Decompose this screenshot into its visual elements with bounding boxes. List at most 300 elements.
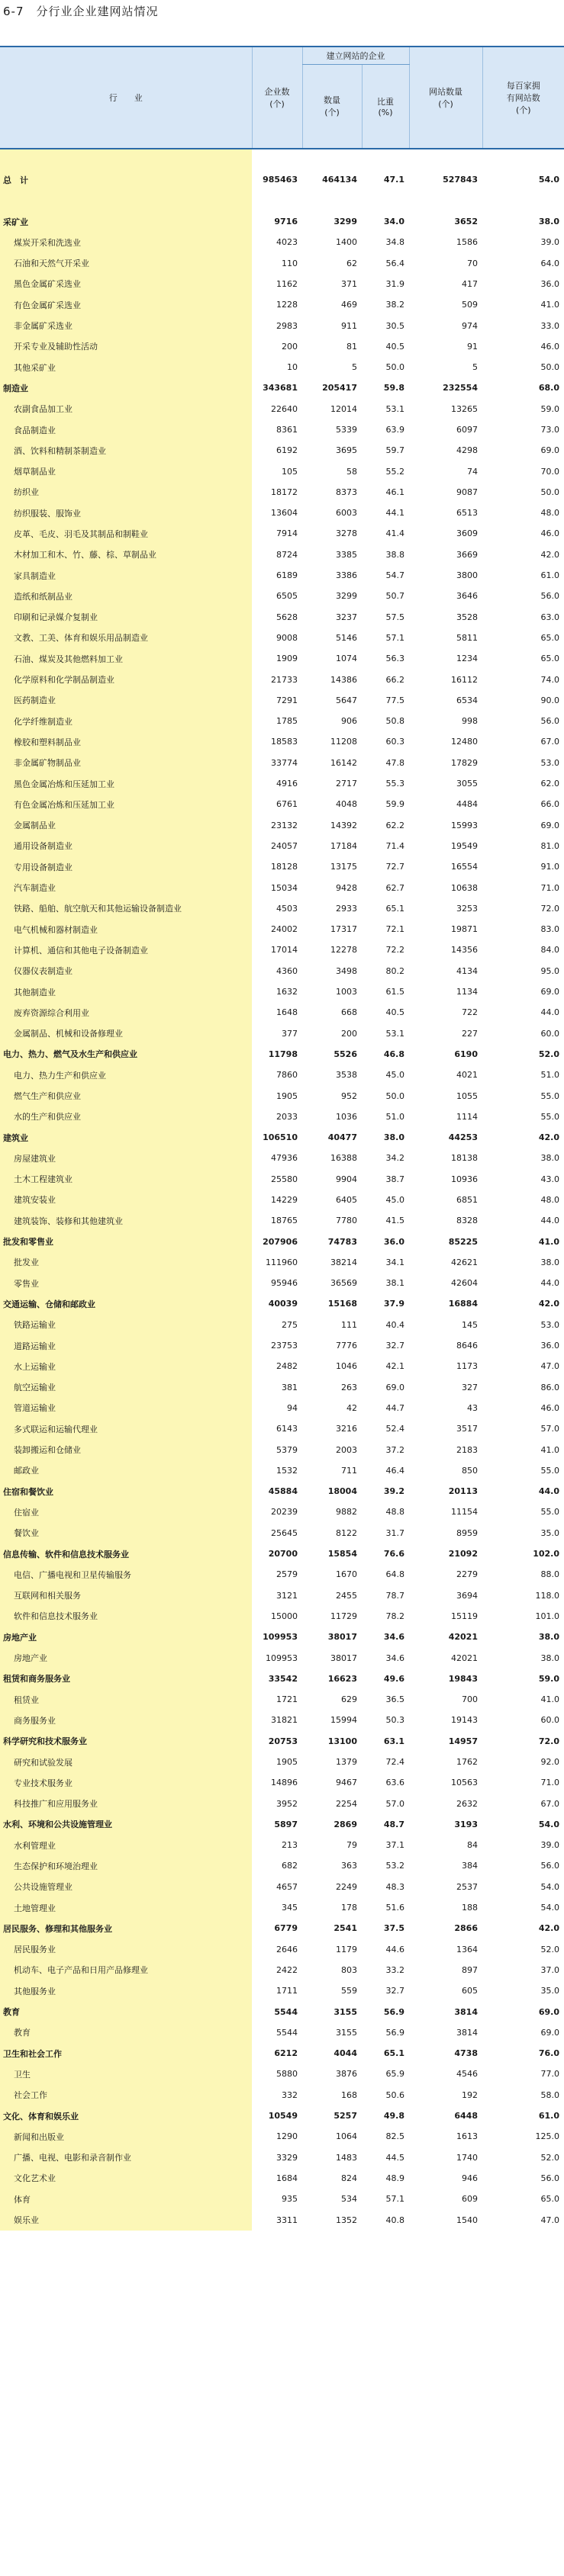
cell-with-website-share: 63.9: [385, 425, 404, 435]
cell-per-hundred: 38.0: [538, 1632, 559, 1643]
cell-websites: 6513: [456, 508, 478, 519]
cell-per-hundred: 46.0: [540, 528, 559, 539]
cell-websites: 15993: [451, 820, 478, 830]
cell-websites: 1364: [456, 1944, 478, 1954]
cell-with-website-share: 63.1: [383, 1736, 404, 1746]
cell-enterprises: 23132: [271, 820, 298, 830]
cell-websites: 192: [462, 2089, 478, 2100]
cell-enterprises: 1909: [276, 654, 298, 664]
cell-websites: 6097: [456, 425, 478, 435]
table-row: [0, 544, 564, 565]
cell-websites: 1586: [456, 237, 478, 248]
row-industry-label: 新闻和出版业: [0, 2126, 252, 2147]
cell-per-hundred: 39.0: [540, 1840, 559, 1851]
row-industry-label: 废弃资源综合利用业: [0, 1002, 252, 1023]
cell-with-website-share: 34.2: [385, 1153, 404, 1164]
cell-with-website-count: 17184: [330, 840, 357, 851]
cell-enterprises: 4657: [276, 1881, 298, 1892]
table-row: [0, 836, 564, 856]
cell-per-hundred: 57.0: [540, 1424, 559, 1434]
cell-with-website-share: 63.6: [385, 1778, 404, 1788]
cell-websites: 10563: [451, 1778, 478, 1788]
cell-websites: 14356: [451, 945, 478, 956]
table-row-section: [0, 1127, 564, 1148]
cell-enterprises: 6505: [276, 591, 298, 602]
cell-with-website-share: 50.6: [385, 2089, 404, 2100]
cell-websites: 21092: [448, 1549, 478, 1559]
cell-enterprises: 14896: [271, 1778, 298, 1788]
cell-with-website-count: 74783: [327, 1236, 357, 1247]
cell-websites: 188: [462, 1903, 478, 1913]
cell-websites: 4021: [456, 1070, 478, 1081]
cell-with-website-share: 50.7: [385, 591, 404, 602]
cell-per-hundred: 38.0: [540, 1257, 559, 1267]
cell-per-hundred: 101.0: [535, 1611, 559, 1621]
cell-with-website-count: 6003: [336, 508, 357, 519]
cell-per-hundred: 43.0: [540, 1174, 559, 1184]
row-industry-label: 仪器仪表制造业: [0, 961, 252, 981]
table-row: [0, 1980, 564, 2001]
cell-with-website-share: 32.7: [385, 1341, 404, 1351]
cell-with-website-share: 45.0: [385, 1194, 404, 1205]
cell-websites: 16884: [448, 1299, 478, 1309]
cell-with-website-count: 1400: [336, 237, 357, 248]
cell-websites: 722: [462, 1007, 478, 1018]
cell-per-hundred: 59.0: [538, 1673, 559, 1684]
cell-per-hundred: 38.0: [540, 1153, 559, 1164]
cell-per-hundred: 50.0: [540, 362, 559, 373]
cell-enterprises: 8724: [276, 549, 298, 560]
cell-with-website-share: 76.6: [383, 1549, 404, 1559]
cell-enterprises: 1711: [276, 1986, 298, 1996]
cell-enterprises: 22640: [271, 403, 298, 414]
table-row: [0, 919, 564, 940]
row-industry-label: 其他服务业: [0, 1980, 252, 2001]
row-industry-label: 卫生和社会工作: [0, 2043, 252, 2064]
cell-per-hundred: 74.0: [540, 674, 559, 685]
row-industry-label: 房屋建筑业: [0, 1148, 252, 1168]
cell-with-website-count: 711: [341, 1465, 357, 1476]
table-row: [0, 1398, 564, 1418]
table-row: [0, 1107, 564, 1127]
cell-per-hundred: 65.0: [540, 654, 559, 664]
cell-with-website-count: 3876: [336, 2069, 357, 2080]
cell-per-hundred: 56.0: [540, 591, 559, 602]
table-row: [0, 1855, 564, 1876]
cell-websites: 417: [462, 278, 478, 289]
row-industry-label: 电力、热力生产和供应业: [0, 1065, 252, 1085]
table-row: [0, 503, 564, 523]
row-industry-label: 装卸搬运和仓储业: [0, 1439, 252, 1460]
table-row: [0, 981, 564, 1002]
cell-with-website-count: 3237: [336, 612, 357, 622]
row-industry-label: 房地产业: [0, 1647, 252, 1668]
cell-websites: 605: [462, 1986, 478, 1996]
row-industry-label: 电信、广播电视和卫星传输服务: [0, 1564, 252, 1585]
cell-websites: 527843: [443, 175, 478, 185]
row-industry-label: 木材加工和木、竹、藤、棕、草制品业: [0, 544, 252, 565]
cell-with-website-count: 911: [341, 320, 357, 331]
row-industry-label: 石油、煤炭及其他燃料加工业: [0, 648, 252, 669]
cell-per-hundred: 35.0: [540, 1986, 559, 1996]
cell-per-hundred: 55.0: [540, 1111, 559, 1122]
table-row: [0, 1772, 564, 1793]
table-row: [0, 1315, 564, 1335]
cell-websites: 946: [462, 2173, 478, 2183]
cell-websites: 13265: [451, 403, 478, 414]
row-industry-label: 金属制品业: [0, 815, 252, 836]
cell-with-website-share: 51.0: [385, 1111, 404, 1122]
cell-websites: 3814: [454, 2006, 478, 2017]
cell-enterprises: 2646: [276, 1944, 298, 1954]
cell-with-website-count: 3299: [334, 217, 357, 227]
cell-websites: 10936: [451, 1174, 478, 1184]
cell-per-hundred: 54.0: [540, 1881, 559, 1892]
cell-websites: 4546: [456, 2069, 478, 2080]
cell-websites: 4298: [456, 445, 478, 456]
cell-with-website-count: 534: [341, 2194, 357, 2205]
cell-per-hundred: 70.0: [540, 466, 559, 477]
row-industry-label: 采矿业: [0, 211, 252, 232]
table-row-section: [0, 1627, 564, 1647]
cell-enterprises: 213: [282, 1840, 298, 1851]
cell-with-website-count: 2869: [334, 1819, 357, 1829]
table-row: [0, 1939, 564, 1960]
cell-enterprises: 18583: [271, 737, 298, 747]
row-industry-label: 食品制造业: [0, 419, 252, 440]
row-industry-label: 金属制品、机械和设备修理业: [0, 1023, 252, 1043]
cell-per-hundred: 84.0: [540, 945, 559, 956]
cell-enterprises: 14229: [271, 1194, 298, 1205]
cell-per-hundred: 71.0: [540, 882, 559, 893]
cell-with-website-count: 1036: [336, 1111, 357, 1122]
cell-enterprises: 2579: [276, 1569, 298, 1580]
cell-websites: 16112: [451, 674, 478, 685]
cell-with-website-count: 1379: [336, 1757, 357, 1767]
cell-per-hundred: 54.0: [538, 1819, 559, 1829]
table-row-section: [0, 1669, 564, 1689]
table-row: [0, 961, 564, 981]
cell-per-hundred: 54.0: [538, 175, 559, 185]
row-industry-label: 社会工作: [0, 2085, 252, 2105]
row-industry-label: 住宿和餐饮业: [0, 1481, 252, 1502]
cell-with-website-count: 38017: [327, 1632, 357, 1643]
cell-websites: 3517: [456, 1424, 478, 1434]
cell-websites: 3652: [454, 217, 478, 227]
cell-with-website-share: 48.3: [385, 1881, 404, 1892]
table-row: [0, 252, 564, 273]
row-industry-label: 石油和天然气开采业: [0, 252, 252, 273]
cell-with-website-count: 7776: [336, 1341, 357, 1351]
cell-enterprises: 7291: [276, 695, 298, 705]
cell-websites: 4484: [456, 799, 478, 810]
cell-per-hundred: 36.0: [540, 278, 559, 289]
cell-with-website-count: 263: [341, 1382, 357, 1392]
cell-websites: 2537: [456, 1881, 478, 1892]
row-industry-label: 开采专业及辅助性活动: [0, 336, 252, 357]
table-row: [0, 1752, 564, 1772]
page-title: 6-7 分行业企业建网站情况: [3, 5, 159, 18]
table-row-section: [0, 2105, 564, 2126]
cell-per-hundred: 65.0: [540, 2194, 559, 2205]
cell-websites: 1055: [456, 1090, 478, 1101]
cell-enterprises: 25645: [271, 1527, 298, 1538]
cell-per-hundred: 63.0: [540, 612, 559, 622]
cell-with-website-share: 46.4: [385, 1465, 404, 1476]
cell-with-website-count: 11729: [330, 1611, 357, 1621]
cell-with-website-count: 42: [346, 1402, 357, 1413]
cell-websites: 227: [462, 1028, 478, 1039]
cell-per-hundred: 67.0: [540, 1798, 559, 1809]
table-row: [0, 1585, 564, 1605]
table-row-section: [0, 2043, 564, 2064]
cell-with-website-share: 47.8: [385, 757, 404, 768]
cell-with-website-share: 54.7: [385, 570, 404, 581]
cell-with-website-share: 38.0: [383, 1132, 404, 1143]
row-industry-label: 纺织服装、服饰业: [0, 503, 252, 523]
row-industry-label: 卫生: [0, 2064, 252, 2084]
cell-enterprises: 40039: [268, 1299, 298, 1309]
row-industry-label: 土地管理业: [0, 1897, 252, 1918]
row-industry-label: 互联网和相关服务: [0, 1585, 252, 1605]
header-industry: 行 业: [0, 47, 252, 149]
cell-with-website-count: 5: [352, 362, 357, 373]
cell-websites: 6190: [454, 1049, 478, 1059]
cell-enterprises: 110: [282, 258, 298, 268]
table-row-section: [0, 1231, 564, 1251]
cell-with-website-count: 363: [341, 1861, 357, 1871]
cell-enterprises: 9008: [276, 632, 298, 643]
row-industry-label: 教育: [0, 2022, 252, 2043]
cell-with-website-count: 906: [341, 716, 357, 727]
cell-with-website-share: 60.3: [385, 737, 404, 747]
table-row: [0, 482, 564, 503]
row-industry-label: 皮革、毛皮、羽毛及其制品和制鞋业: [0, 523, 252, 544]
cell-with-website-count: 58: [346, 466, 357, 477]
row-industry-label: 土木工程建筑业: [0, 1169, 252, 1190]
cell-with-website-share: 77.5: [385, 695, 404, 705]
table-row: [0, 1356, 564, 1376]
cell-websites: 84: [467, 1840, 478, 1851]
row-industry-label: 有色金属冶炼和压延加工业: [0, 794, 252, 814]
cell-with-website-count: 17317: [330, 924, 357, 935]
cell-enterprises: 1162: [276, 278, 298, 289]
cell-websites: 3646: [456, 591, 478, 602]
cell-websites: 12480: [451, 737, 478, 747]
cell-per-hundred: 118.0: [535, 1590, 559, 1601]
cell-with-website-share: 72.7: [385, 862, 404, 872]
cell-per-hundred: 69.0: [538, 2006, 559, 2017]
cell-enterprises: 20239: [271, 1507, 298, 1518]
cell-with-website-count: 9428: [336, 882, 357, 893]
cell-with-website-share: 41.5: [385, 1216, 404, 1226]
cell-with-website-count: 3216: [336, 1424, 357, 1434]
row-industry-label: 医药制造业: [0, 690, 252, 711]
table-row-section: [0, 1543, 564, 1564]
row-industry-label: 电气机械和器材制造业: [0, 919, 252, 940]
industry-website-table: [0, 47, 564, 2231]
table-row: [0, 1710, 564, 1730]
cell-with-website-count: 8373: [336, 487, 357, 497]
cell-with-website-share: 62.7: [385, 882, 404, 893]
cell-enterprises: 33542: [268, 1673, 298, 1684]
cell-enterprises: 106510: [263, 1132, 298, 1143]
cell-enterprises: 6189: [276, 570, 298, 581]
cell-with-website-count: 2541: [334, 1923, 357, 1934]
table-row: [0, 1689, 564, 1710]
cell-per-hundred: 76.0: [538, 2048, 559, 2059]
header-share: 比重 (%): [362, 64, 409, 149]
cell-websites: 44253: [448, 1132, 478, 1143]
table-row: [0, 690, 564, 711]
row-industry-label: 水利管理业: [0, 1835, 252, 1855]
cell-with-website-share: 37.1: [385, 1840, 404, 1851]
cell-per-hundred: 125.0: [535, 2131, 559, 2142]
cell-websites: 1173: [456, 1361, 478, 1372]
cell-enterprises: 345: [282, 1903, 298, 1913]
cell-websites: 42021: [451, 1653, 478, 1663]
cell-enterprises: 18172: [271, 487, 298, 497]
cell-with-website-share: 57.0: [385, 1798, 404, 1809]
cell-with-website-count: 81: [346, 341, 357, 352]
table-row: [0, 1002, 564, 1023]
cell-with-website-share: 50.8: [385, 716, 404, 727]
cell-per-hundred: 71.0: [540, 1778, 559, 1788]
cell-with-website-count: 178: [341, 1903, 357, 1913]
cell-with-website-share: 71.4: [385, 840, 404, 851]
cell-with-website-count: 3155: [334, 2006, 357, 2017]
cell-websites: 3055: [456, 779, 478, 789]
row-industry-label: 娱乐业: [0, 2209, 252, 2230]
cell-per-hundred: 48.0: [540, 1194, 559, 1205]
cell-enterprises: 10549: [268, 2111, 298, 2122]
cell-with-website-count: 15168: [327, 1299, 357, 1309]
cell-with-website-count: 803: [341, 1964, 357, 1975]
cell-per-hundred: 66.0: [540, 799, 559, 810]
table-row: [0, 461, 564, 481]
cell-websites: 850: [462, 1465, 478, 1476]
cell-with-website-count: 469: [341, 300, 357, 310]
cell-with-website-share: 72.2: [385, 945, 404, 956]
cell-per-hundred: 62.0: [540, 779, 559, 789]
cell-enterprises: 15034: [271, 882, 298, 893]
cell-per-hundred: 92.0: [540, 1757, 559, 1767]
cell-per-hundred: 44.0: [540, 1216, 559, 1226]
row-industry-label: 通用设备制造业: [0, 836, 252, 856]
cell-enterprises: 6779: [274, 1923, 298, 1934]
table-row: [0, 628, 564, 648]
cell-with-website-share: 61.5: [385, 987, 404, 997]
cell-enterprises: 377: [282, 1028, 298, 1039]
cell-with-website-share: 36.5: [385, 1694, 404, 1705]
cell-with-website-count: 3498: [336, 965, 357, 976]
cell-per-hundred: 44.0: [538, 1486, 559, 1497]
cell-enterprises: 15000: [271, 1611, 298, 1621]
table-row-section: [0, 1731, 564, 1752]
row-industry-label: 黑色金属冶炼和压延加工业: [0, 773, 252, 794]
cell-enterprises: 24002: [271, 924, 298, 935]
cell-per-hundred: 90.0: [540, 695, 559, 705]
row-industry-label: 批发业: [0, 1252, 252, 1273]
row-industry-label: 软件和信息技术服务业: [0, 1606, 252, 1627]
cell-with-website-count: 5526: [334, 1049, 357, 1059]
row-industry-label: 有色金属矿采选业: [0, 294, 252, 315]
cell-with-website-count: 3695: [336, 445, 357, 456]
cell-per-hundred: 41.0: [540, 300, 559, 310]
cell-enterprises: 1632: [276, 987, 298, 997]
cell-with-website-share: 39.2: [383, 1486, 404, 1497]
cell-with-website-share: 49.8: [383, 2111, 404, 2122]
cell-with-website-count: 1003: [336, 987, 357, 997]
cell-websites: 3609: [456, 528, 478, 539]
cell-with-website-share: 56.9: [383, 2006, 404, 2017]
cell-websites: 145: [462, 1319, 478, 1330]
cell-websites: 384: [462, 1861, 478, 1871]
cell-enterprises: 332: [282, 2089, 298, 2100]
cell-enterprises: 9716: [274, 217, 298, 227]
cell-enterprises: 24057: [271, 840, 298, 851]
cell-with-website-count: 6405: [336, 1194, 357, 1205]
cell-per-hundred: 36.0: [540, 1341, 559, 1351]
cell-per-hundred: 55.0: [540, 1090, 559, 1101]
cell-websites: 1762: [456, 1757, 478, 1767]
cell-per-hundred: 77.0: [540, 2069, 559, 2080]
cell-per-hundred: 56.0: [540, 716, 559, 727]
cell-websites: 10638: [451, 882, 478, 893]
cell-per-hundred: 81.0: [540, 840, 559, 851]
cell-per-hundred: 60.0: [540, 1715, 559, 1726]
cell-with-website-share: 56.9: [385, 2027, 404, 2038]
cell-websites: 327: [462, 1382, 478, 1392]
cell-enterprises: 3121: [276, 1590, 298, 1601]
cell-per-hundred: 48.0: [540, 508, 559, 519]
cell-with-website-count: 5146: [336, 632, 357, 643]
header-websites: 网站数量 (个): [409, 47, 482, 149]
cell-with-website-share: 57.5: [385, 612, 404, 622]
cell-websites: 232554: [443, 383, 478, 393]
cell-websites: 4134: [456, 965, 478, 976]
cell-with-website-count: 13175: [330, 862, 357, 872]
cell-with-website-count: 2254: [336, 1798, 357, 1809]
cell-enterprises: 4023: [276, 237, 298, 248]
cell-websites: 19843: [448, 1673, 478, 1684]
cell-websites: 2183: [456, 1444, 478, 1455]
table-row: [0, 1877, 564, 1897]
cell-websites: 19871: [451, 924, 478, 935]
cell-with-website-share: 78.7: [385, 1590, 404, 1601]
row-industry-label: 居民服务、修理和其他服务业: [0, 1918, 252, 1938]
table-row: [0, 1439, 564, 1460]
cell-enterprises: 94: [287, 1402, 298, 1413]
cell-enterprises: 95946: [271, 1278, 298, 1289]
cell-enterprises: 4503: [276, 903, 298, 914]
cell-websites: 1114: [456, 1111, 478, 1122]
row-industry-label: 专用设备制造业: [0, 856, 252, 877]
cell-with-website-share: 55.3: [385, 779, 404, 789]
row-industry-label: 科技推广和应用服务业: [0, 1793, 252, 1813]
table-row: [0, 1606, 564, 1627]
spacer-row: [0, 191, 564, 211]
row-industry-label: 公共设施管理业: [0, 1877, 252, 1897]
cell-per-hundred: 42.0: [538, 1923, 559, 1934]
table-row: [0, 357, 564, 377]
cell-with-website-count: 371: [341, 278, 357, 289]
table-row: [0, 565, 564, 586]
row-industry-label: 租赁业: [0, 1689, 252, 1710]
cell-with-website-count: 2933: [336, 903, 357, 914]
table-row: [0, 2189, 564, 2209]
cell-with-website-count: 15854: [327, 1549, 357, 1559]
